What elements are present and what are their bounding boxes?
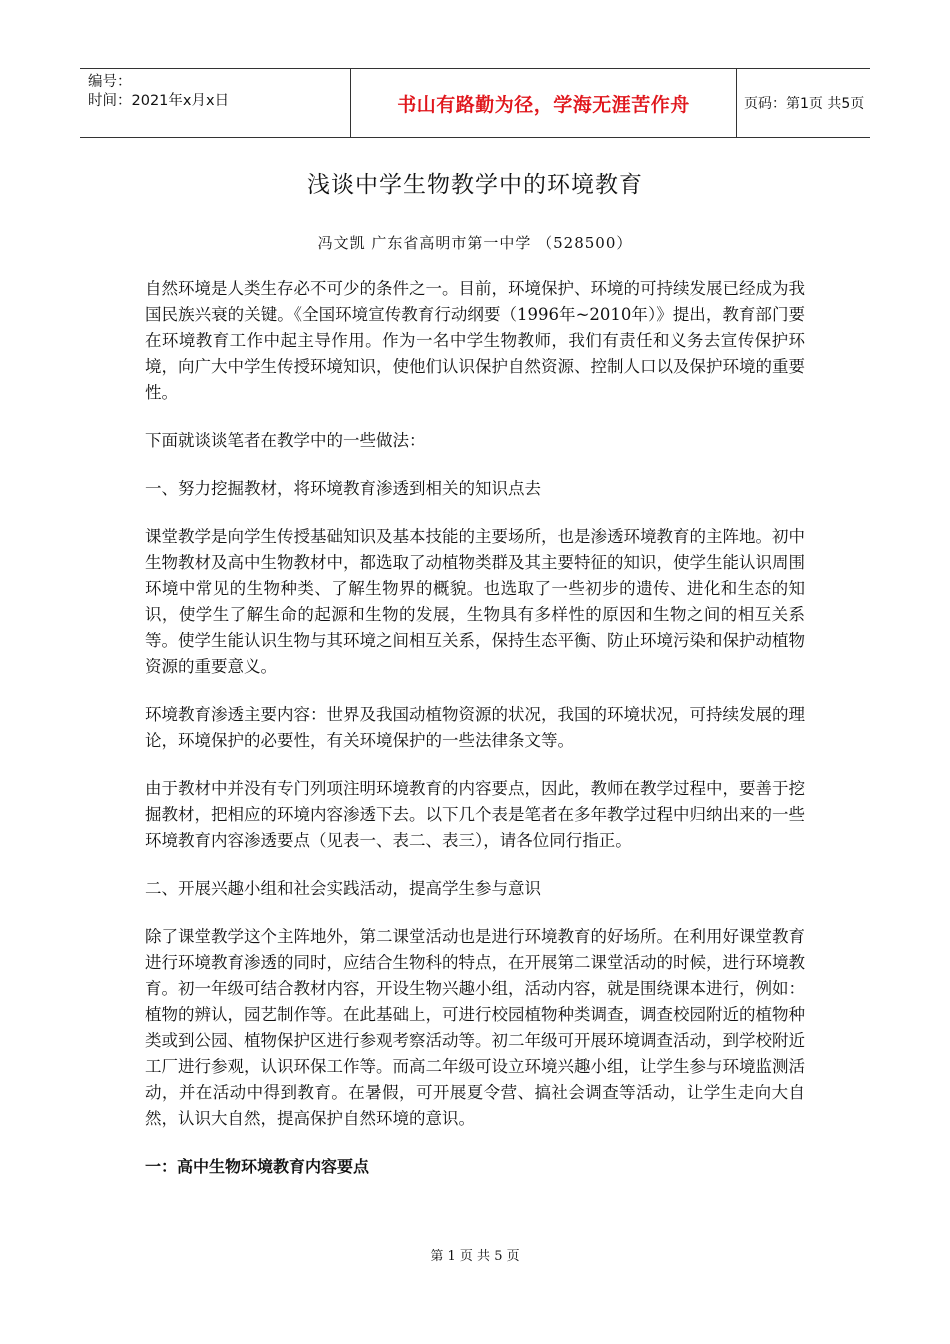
page-footer: 第 1 页 共 5 页: [430, 1249, 520, 1264]
document-number-label: 编号：: [88, 74, 132, 90]
article-title: 浅谈中学生物教学中的环境教育: [307, 172, 643, 198]
paragraph: 环境教育渗透主要内容：世界及我国动植物资源的状况，我国的环境状况，可持续发展的理论，环境保护的必要性，有关环境保护的一些法律条文等。: [145, 705, 805, 750]
paragraph: 下面就谈谈笔者在教学中的一些做法：: [145, 431, 426, 450]
article-body: [145, 276, 805, 1202]
table-heading: 一：高中生物环境教育内容要点: [145, 1157, 370, 1176]
header-page-info: 页码：第1页 共5页: [744, 96, 865, 112]
header-motto: 书山有路勤为径，学海无涯苦作舟: [397, 93, 690, 116]
document-header: [80, 68, 870, 138]
header-meta: [88, 73, 283, 111]
article-author: 冯文凯 广东省高明市第一中学 （528500）: [317, 234, 633, 252]
paragraph: 由于教材中并没有专门列项注明环境教育的内容要点，因此，教师在教学过程中，要善于挖掘教材，把相应的环境内容渗透下去。以下几个表是笔者在多年教学过程中归纳出来的一些环境教育内容渗透要点（见表一、表二、表三），请各位同行指正。: [145, 779, 805, 850]
header-divider: [736, 69, 737, 137]
paragraph: 除了课堂教学这个主阵地外，第二课堂活动也是进行环境教育的好场所。在利用好课堂教育进行环境教育渗透的同时，应结合生物科的特点，在开展第二课堂活动的时候，进行环境教育。初一年级可结合教材内容，开设生物兴趣小组，活动内容，就是围绕课本进行，例如：植物的辨认，园艺制作等。在此基础上，可进行校园植物种类调查，调查校园附近的植物种类或到公园、植物保护区进行参观考察活动等。初二年级可开展环境调查活动，到学校附近工厂进行参观，认识环保工作等。而高二年级可设立环境兴趣小组，让学生参与环境监测活动，并在活动中得到教育。在暑假，可开展夏令营、搞社会调查等活动，让学生走向大自然，认识大自然，提高保护自然环境的意识。: [145, 927, 805, 1128]
section-heading: 一、努力挖掘教材，将环境教育渗透到相关的知识点去: [145, 479, 541, 498]
document-time-label: 时间：2021年x月x日: [88, 93, 230, 109]
section-heading: 二、开展兴趣小组和社会实践活动，提高学生参与意识: [145, 879, 541, 898]
paragraph: 课堂教学是向学生传授基础知识及基本技能的主要场所，也是渗透环境教育的主阵地。初中生物教材及高中生物教材中，都选取了动植物类群及其主要特征的知识，使学生能认识周围环境中常见的生物种类、了解生物界的概貌。也选取了一些初步的遗传、进化和生态的知识，使学生了解生命的起源和生物的发展，生物具有多样性的原因和生物之间的相互关系等。使学生能认识生物与其环境之间相互关系，保持生态平衡、防止环境污染和保护动植物资源的重要意义。: [145, 527, 805, 676]
paragraph: 自然环境是人类生存必不可少的条件之一。目前，环境保护、环境的可持续发展已经成为我国民族兴衰的关键。《全国环境宣传教育行动纲要（1996年~2010年）》提出，教育部门要在环境教育工作中起主导作用。作为一名中学生物教师，我们有责任和义务去宣传保护环境，向广大中学生传授环境知识，使他们认识保护自然资源、控制人口以及保护环境的重要性。: [145, 279, 805, 402]
